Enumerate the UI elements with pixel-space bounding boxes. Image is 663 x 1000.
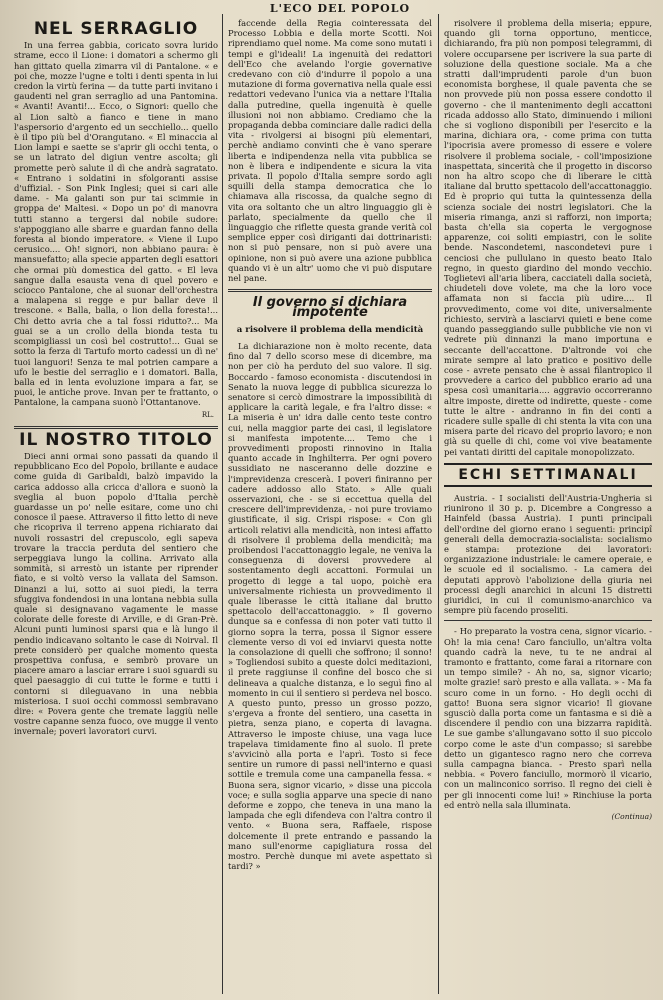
section-title-echi: ECHI SETTIMANALI <box>444 463 652 487</box>
echi-text: Austria. - I socialisti dell'Austria-Ungheria si riunirono il 30 p. p. Dicembre a Congresso a Hainfeld (bassa Austria). I punti principali dell'ordine del giorno erano i seguenti: principî generali della democrazia-socialista: socialismo e stampa: protezione dei lavoratori: organizzazione industriale: le camere operaie, e le scuole ed il socialismo. - La camera dei deputati approvò l'abolizione della giuria nei processi degli anarchici in alcuni 15 distretti giuridici, in cui il comunismo-anarchico va sempre più facendo proseliti. <box>444 492 652 616</box>
column-right <box>444 18 652 993</box>
article-title-governo: Il governo si dichiara impotente <box>252 295 408 321</box>
section-divider <box>444 620 652 621</box>
column-left <box>14 18 218 993</box>
continued-label: (Continua) <box>611 812 652 822</box>
column-divider <box>222 14 223 994</box>
masthead: L'ECO DEL POPOLO <box>269 2 411 15</box>
article-continuation: faccende della Regia cointeressata del Processo Lobbia e della morte Scotti. Noi riprendiamo quel nome. Ma come sono mutati i tempi e gl'ideali! La ingenuità dei redattori dell'Eco che avelando l'orgie governative credevano con ciò d'indurre il popolo a una mutazione di forma governativa nella quale essi redattori vedevano l'unica via a nettare l'Italia dalla putredine, quella ingenuità è quelle illusioni noi non abbiamo. Crediamo che la propaganda debba cominciare dalle radici della vita - rivolgersi ai bisogni più elementari, perchè andiamo convinti che è vano sperare liberta e indipendenza nella vita pubblica se non è libera e indipendente e sicura la vita privata. Il popolo d'Italia sempre sordo agli squilli della stampa democratica che lo chiamava alla riscossa, da qualche segno di vita ora soltanto che un altro linguaggio gli è parlato, specialmente da quello che il linguaggio che riflette questa grande verità col semplice epper così diriganti dai dottrinaristi: non si può pensare, non si può avere una opinione, non si può avere una azione pubblica quando vi è un altr' uomo che vi può disputare nel pane. <box>228 18 432 284</box>
poem-text: In una ferrea gabbia, coricato sovra lurido strame, ecco il Lione: i domatori a schermo gli han gittato quella zimarra vil di Pantalone. « e poi che, mozze l'ugne e tolti i denti spenta in lui credon la virtù ferina — da tutte parti invitano i gaudenti nel gran serraglio ad una Pantomina. « Avanti! Avanti!... Ecco, o Signori: quello che al Lion saltò a fianco e tiene in mano l'aspersorio d'argento ed un secchiello... quello è il tipo più bel d'Orangutano. « El minaccia al Lion lampi e saette se s'aprir gli occhi tenta, o se un latrato del digiun ventre ascolta; gli promette però salute il dì che andrà sagratato. « Entrano i soldatini in sfolgoranti assise d'uffizial. - Son Pink Inglesi; quei si cari alle dame. - Ma galanti son pur tai scimmie in groppa de' Maltesi. « Dopo un po' di manovra tutti stanno a tergersi dal nobile sudore: s'appoggiano alle sbarre e guardan fanno della foresta al biondo imperatore. « Viene il Lupo cerusico.... Oh! signori, non abbiano paura: è mansuefatto; alla specie apparten degli esattori che ormai più domestica del gatto. « El leva sangue dalla esausta vena di quel povero e sciocco Pantalone, che al suonar dell'orchestra a malapena si regge e pur ballar deve il trescone. « Balla, balla, o lion della foresta!... Chi detto avria che a tal fossi ridutto?... Ma guai se a un crollo della bionda testa tu scompigliassi un così bel costrutto!... Guai se sotto la ferza di Tartufo morto cadessi un dì ne' tuoi languori! Senza te mal potrien campare a ufo le bestie del serraglio e i domatori. Balla, balla ed in lenta evoluzione impara a far, se puoi, le antiche prove. Invan per te frattanto, o Pantalone, la campana suonò l'Ottantanove. <box>14 40 218 408</box>
article-continuation-right: risolvere il problema della miseria; eppure, quando gli torna opportuno, menticce, dichiarando, fra più non pomposi telegrammi, di volere occuparsene per iscrivere la sua parte di soluzione della questione sociale. Ma a che stratti dall'imprudenti parole d'un buon economista borghese, il quale paventa che se non provvede più non possa essere condotto il governo - che il mantenimento degli accattoni ricada addosso allo Stato, diminuendo i milioni che si vogliono disponibili per l'esercito e la marina, dichiara ora, - come prima con tutta l'ipocrisia avere promesso di essere e volere risolvere il problema sociale, - coll'imposizione inaspettata, sincerità che il progetto in discorso non ha altro scopo che di liberare le città italiane dal brutto spettacolo dell'accattonaggio. Ed è proprio qui tutta la quintessenza della scienza sociale dei nostri legislatori. Che la miseria rimanga, anzi si rafforzi, non importa; basta ch'ella sia coperta le vergognose apparenze, coi soliti empiastri, con le solite bende. Nascondetemi, nascondetevi pure i cenciosi che pullulano in questo beato Italo regno, in questo giardino del mondo vecchio. Toglietevi all'aria libera, cacciateli dalla società, chiudeteli dove volete, ma che la loro voce affamata non si faccia più udire.... Il provvedimento, come voi dite, universalmente richiesto, servirà a lasciarvi quieti e bene come quando passeggiando sulle pubbliche vie non vi vedrete più dinnanzi la mano importuna e seccante dell'accattone. D'altronde voi che mirate sempre al lato pratico e positivo delle cose - avrete pensato che è assai filantropico il provvedere a carico del pubblico erario ad una spesa così umanitaria.... aggravio occorreranno altre imposte, dirette od indirette, queste - come tutte le altre - andranno in fin dei conti a ricadere sulle spalle di chi stenta la vita con una misera parte del ricavo del proprio lavoro; e non già su quelle di chi, come voi vive beatamente pei vantati diritti del capitale monopolizzato. <box>444 18 652 457</box>
column-middle <box>228 18 432 993</box>
serial-story-text: - Ho preparato la vostra cena, signor vicario. - Oh! la mia cena! Caro fanciullo, un'altra volta quando cadrà la neve, tu te ne andrai al tramonto e frattanto, come farai a ritornare con un tempo simile? - Ah no, sa, signor vicario; molte grazie! sarò presto e alla vallata. » - Ma fa scuro come in un forno. - Ho degli occhi di gatto! Buona sera signor vicario! Il giovane sgusciò dalla porta come un fantasma e si diè a discendere il pendio con una bizzarra rapidità. Le sue gambe s'allungavano sotto il suo piccolo corpo come le aste d'un compasso; si sarebbe detto un gigantesco ragno nero che correva sulla campagna bianca. - Presto sparì nella nebbia. « Povero fanciullo, mormorò il vicario, con un malinconico sorriso. Il regno dei cieli è per gli innocenti come lui! » Rinchiuse la porta ed entrò nella sala illuminata. <box>444 626 652 810</box>
section-divider <box>14 426 218 429</box>
article-title-nostro-titolo: IL NOSTRO TITOLO <box>19 429 213 450</box>
section-divider <box>228 289 432 292</box>
article-text-nostro-titolo: Dieci anni ormai sono passati da quando il repubblicano Eco del Popolo, brillante e audace come guida di Garibaldi, balzò impavido la carica addosso alla cricca d'allora e suonò la sveglia al buon popolo d'Italia perchè guardasse un po' nelle esitare, come uno chi conosce il paese. Attraverso il fitto letto di neve che ricopriva il terreno appena richiarato dai nuvoli rossastri del crepuscolo, egli sapeva trovare la traccia perduta del sentiero che serpeggiava lungo la collina. Arrivato alla sommità, si arrestò un istante per riprender fiato, e si voltò verso la vallata del Samson. Dinanzi a lui, sotto ai suoi piedi, la terra sfuggiva fondendosi in una lontana nebbia sulla quale si designavano vagamente le masse colorate delle foreste di Arville, e di Gran-Prè. Alcuni punti luminosi sparsi qua e là lungo il pendio indicavano soltanto le case di Noirval. Il prete considerò per qualche momento questa prospettiva confusa, e sembrò provare un piacere amaro a lasciar errare i suoi sguardi su quel paesaggio di cui tutte le forme e tutti i contorni si dileguavano in una nebbia misteriosa. I suoi occhi commossi sembravano dire: « Povera gente che tremate laggiù nelle vostre capanne senza fuoco, ove mugge il vento invernale; poveri lavoratori curvi. <box>14 450 218 737</box>
article-subtitle-governo: a risolvere il problema della mendicità <box>236 324 424 335</box>
poem-signature: RL. <box>201 410 214 419</box>
column-divider <box>438 14 439 994</box>
poem-title: NEL SERRAGLIO <box>33 19 199 39</box>
article-text-governo: La dichiarazione non è molto recente, data fino dal 7 dello scorso mese di dicembre, ma non per ciò ha perduto del suo valore. Il sig. Boccardo - famoso economista - discutendosi in Senato la nuova legge di pubblica sicurezza lo senatore si cercò dimostrare la impossibilità di applicare la carità legale, e fra l'altro disse: « La miseria è un' idra dalle cento teste contro cui, nella maggior parte dei casi, il legislatore si manifesta impotente.... Temo che i provvedimenti proposti rinnovino in Italia quanto accade in Inghilterra. Per ogni povero sussidiato ne nasceranno delle dozzine e l'imprevidenza crescerà. I poveri finiranno per cadere addosso allo Stato. » Alle quali osservazioni, che - se si eccettua quella del crescere dell'imprevidenza, - noi pure troviamo giustificate, il sig. Crispi rispose: « Con gli articoli relativi alla mendicità, non intesi affatto di risolvere il problema della mendicità; ma proibendosi l'accattonaggio legale, ne veniva la conseguenza di doversi provvedere al sostentamento degli accattoni. Formulai un progetto di legge a tal uopo, poichè era universalmente richiesta un provvedimento il quale liberasse le città italiane dal brutto spettacolo dell'accattonaggio. » Il governo dunque sa e confessa di non poter vati tutto il giorno sopra la terra, possa il Signor essere clemente verso di voi ed inviarvi questa notte la consolazione di quelli che soffrono; il sonno! » Togliendosi subito a queste dolci meditazioni, il prete raggiunse il confine del bosco che si delineava a qualche distanza, e lo seguì fino al momento in cui il sentiero si perdeva nel bosco. A questo punto, presso un grosso pozzo, s'ergeva a fronte del sentiero, una casetta in pietra, senza piano, e coperta di lavagna. Attraverso le imposte chiuse, una vaga luce trapelava timidamente fino al suolo. Il prete s'avvicinò alla porta e l'aprì. Tosto si fece sentire un rumore di passi nell'interno e quasi sottile e tremula come una campanella fessa. « Buona sera, signor vicario, » disse una piccola voce; e sulla soglia apparve una specie di nano deforme e zoppo, che teneva in una mano la lampada che egli difendeva con l'altra contro il vento. « Buona sera, Raffaele, rispose dolcemente il prete entrando e passando la mano sull'enorme capigliatura rossa del mostro. Perchè dunque mi avete aspettato sì tardi? » <box>228 340 432 872</box>
